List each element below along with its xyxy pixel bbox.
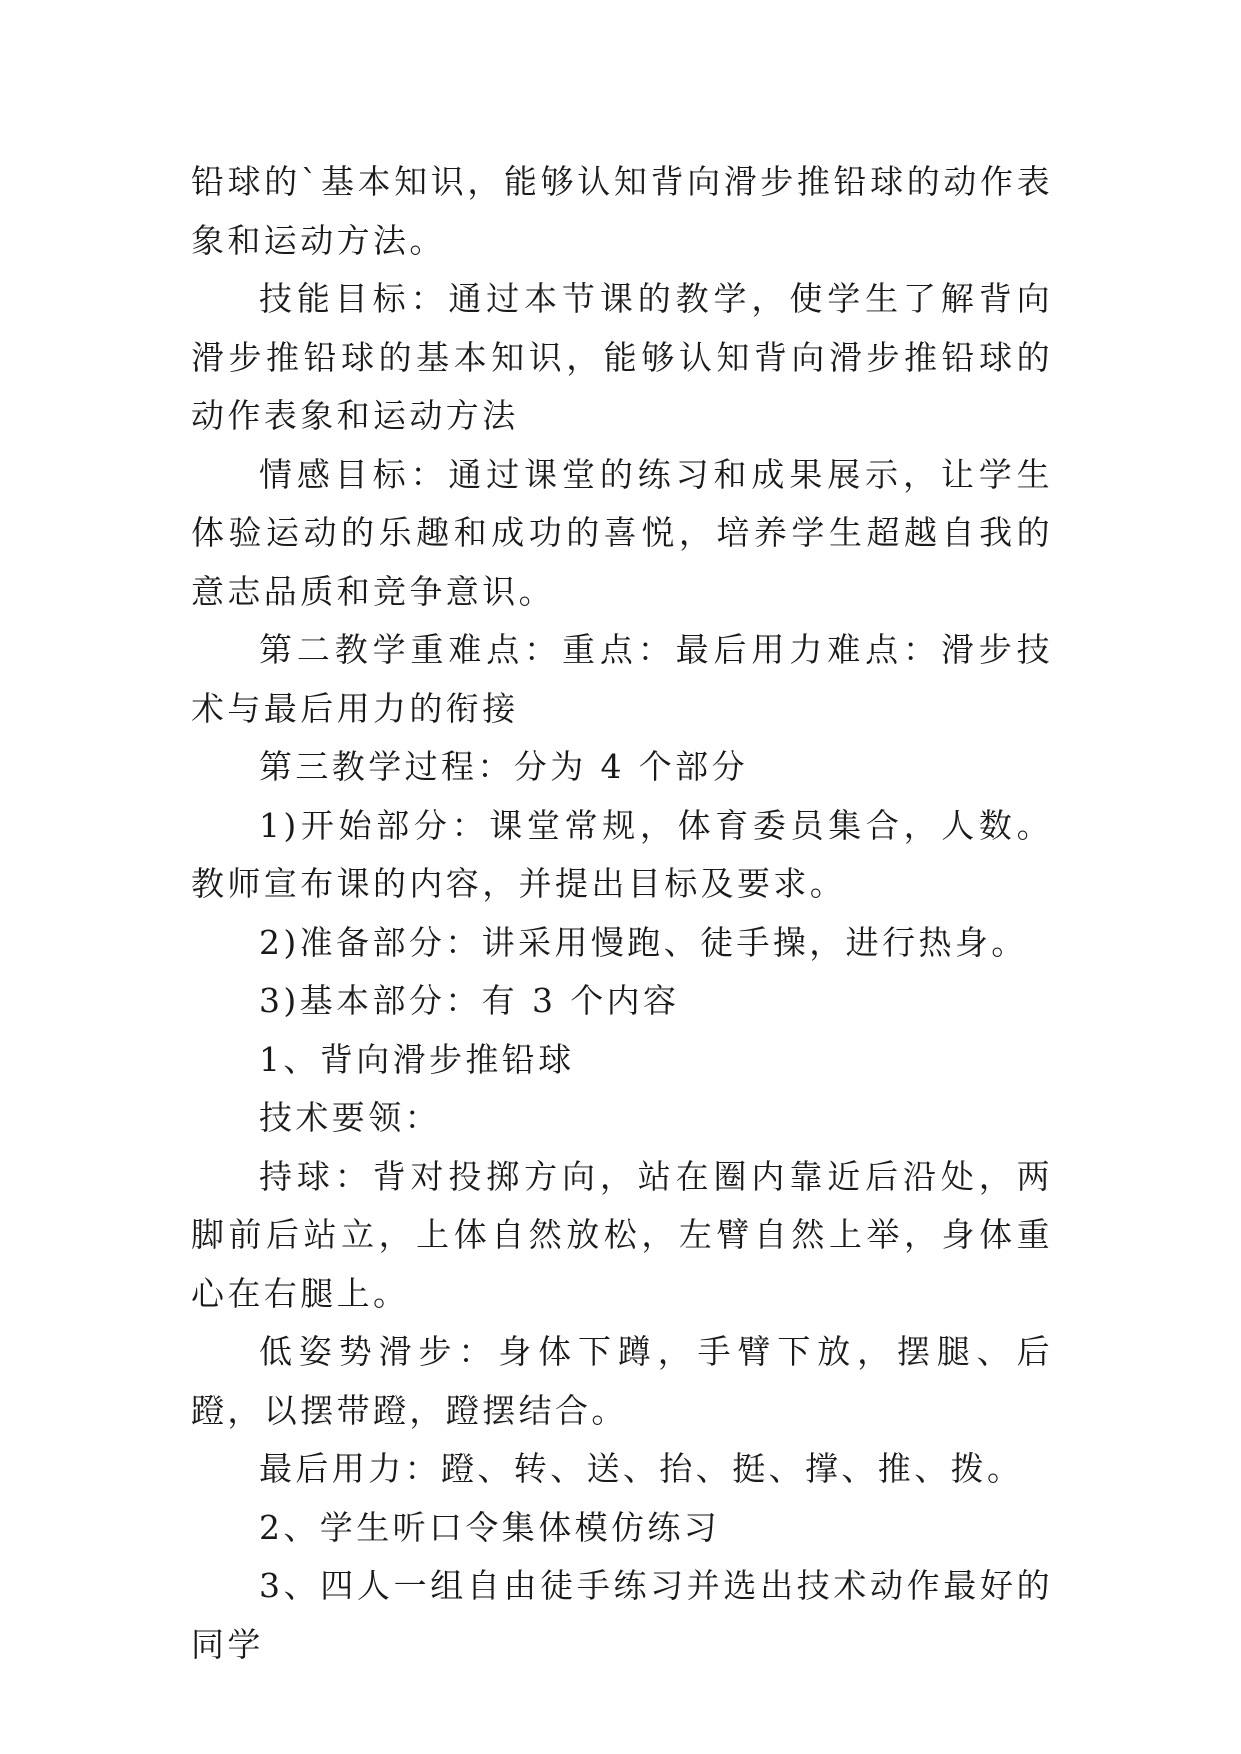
paragraph-item-1: 1、背向滑步推铅球 — [259, 1039, 575, 1079]
paragraph-warmup-part: 2)准备部分：讲采用慢跑、徒手操，进行热身。 — [259, 922, 1028, 962]
paragraph-holding-ball: 持球：背对投掷方向，站在圈内靠近后沿处，两脚前后站立，上体自然放松，左臂自然上举，身体重心在右腿上。 — [191, 1156, 1053, 1313]
paragraph-item-2: 2、学生听口令集体模仿练习 — [259, 1507, 721, 1547]
paragraph-process: 第三教学过程：分为 4 个部分 — [259, 747, 748, 786]
paragraph-emotion-goal: 情感目标：通过课堂的练习和成果展示，让学生体验运动的乐趣和成功的喜悦，培养学生超越自我的意志品质和竞争意识。 — [191, 454, 1053, 611]
paragraph-item-3: 3、四人一组自由徒手练习并选出技术动作最好的同学 — [191, 1566, 1053, 1664]
paragraph-basic-part: 3)基本部分：有 3 个内容 — [259, 981, 680, 1020]
paragraph-final-force: 最后用力：蹬、转、送、抬、挺、撑、推、拨。 — [259, 1449, 1024, 1488]
document-body — [191, 153, 1053, 1674]
paragraph-opening-part: 1)开始部分：课堂常规，体育委员集合，人数。教师宣布课的内容，并提出目标及要求。 — [191, 805, 1053, 903]
paragraph-key-points: 第二教学重难点：重点：最后用力难点：滑步技术与最后用力的衔接 — [191, 630, 1053, 728]
paragraph-technique-heading: 技术要领： — [259, 1098, 441, 1137]
paragraph-skill-goal: 技能目标：通过本节课的教学，使学生了解背向滑步推铅球的基本知识，能够认知背向滑步推铅球的动作表象和运动方法 — [191, 279, 1053, 435]
paragraph-1: 铅球的`基本知识，能够认知背向滑步推铅球的动作表象和运动方法。 — [191, 162, 1053, 260]
paragraph-low-glide: 低姿势滑步：身体下蹲，手臂下放，摆腿、后蹬，以摆带蹬，蹬摆结合。 — [191, 1332, 1053, 1430]
